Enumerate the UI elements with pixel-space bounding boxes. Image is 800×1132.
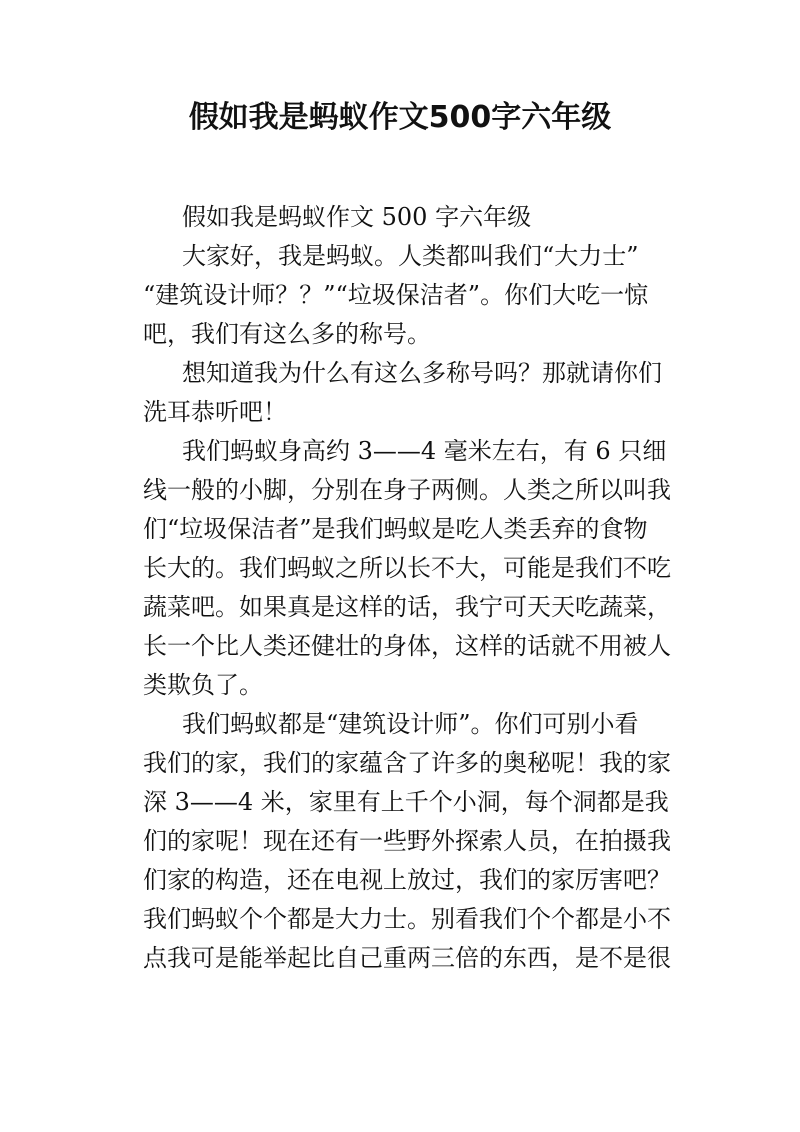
- body-line: 我们蚂蚁个个都是大力士。别看我们个个都是小不: [143, 905, 671, 933]
- body-line: 想知道我为什么有这么多称号吗？那就请你们: [182, 359, 662, 387]
- body-line: “建筑设计师？？”“垃圾保洁者”。你们大吃一惊: [143, 281, 649, 309]
- body-line: 长一个比人类还健壮的身体，这样的话就不用被人: [143, 632, 671, 660]
- body-line: 我们蚂蚁身高约 3——4 毫米左右，有 6 只细: [182, 437, 667, 465]
- body-line: 吧，我们有这么多的称号。: [143, 320, 431, 348]
- body-line: 们的家呢！现在还有一些野外探索人员，在拍摄我: [143, 827, 671, 855]
- body-line: 我们的家，我们的家蕴含了许多的奥秘呢！我的家: [143, 749, 671, 777]
- body-line: 点我可是能举起比自己重两三倍的东西，是不是很: [143, 944, 671, 972]
- body-line: 们“垃圾保洁者”是我们蚂蚁是吃人类丢弃的食物: [143, 515, 648, 543]
- body-line: 洗耳恭听吧！: [143, 398, 287, 426]
- body-line: 长大的。我们蚂蚁之所以长不大，可能是我们不吃: [143, 554, 671, 582]
- body-line: 假如我是蚂蚁作文 500 字六年级: [182, 203, 532, 231]
- body-line: 类欺负了。: [143, 671, 263, 699]
- body-line: 深 3——4 米，家里有上千个小洞，每个洞都是我: [143, 788, 669, 816]
- body-line: 大家好，我是蚂蚁。人类都叫我们“大力士”: [182, 242, 639, 270]
- document-body: [143, 198, 671, 978]
- body-line: 蔬菜吧。如果真是这样的话，我宁可天天吃蔬菜，: [143, 593, 671, 621]
- body-line: 线一般的小脚，分别在身子两侧。人类之所以叫我: [143, 476, 671, 504]
- body-line: 们家的构造，还在电视上放过，我们的家厉害吧？: [143, 866, 671, 894]
- body-line: 我们蚂蚁都是“建筑设计师”。你们可别小看: [182, 710, 639, 738]
- document-title: 假如我是蚂蚁作文500字六年级: [188, 100, 612, 135]
